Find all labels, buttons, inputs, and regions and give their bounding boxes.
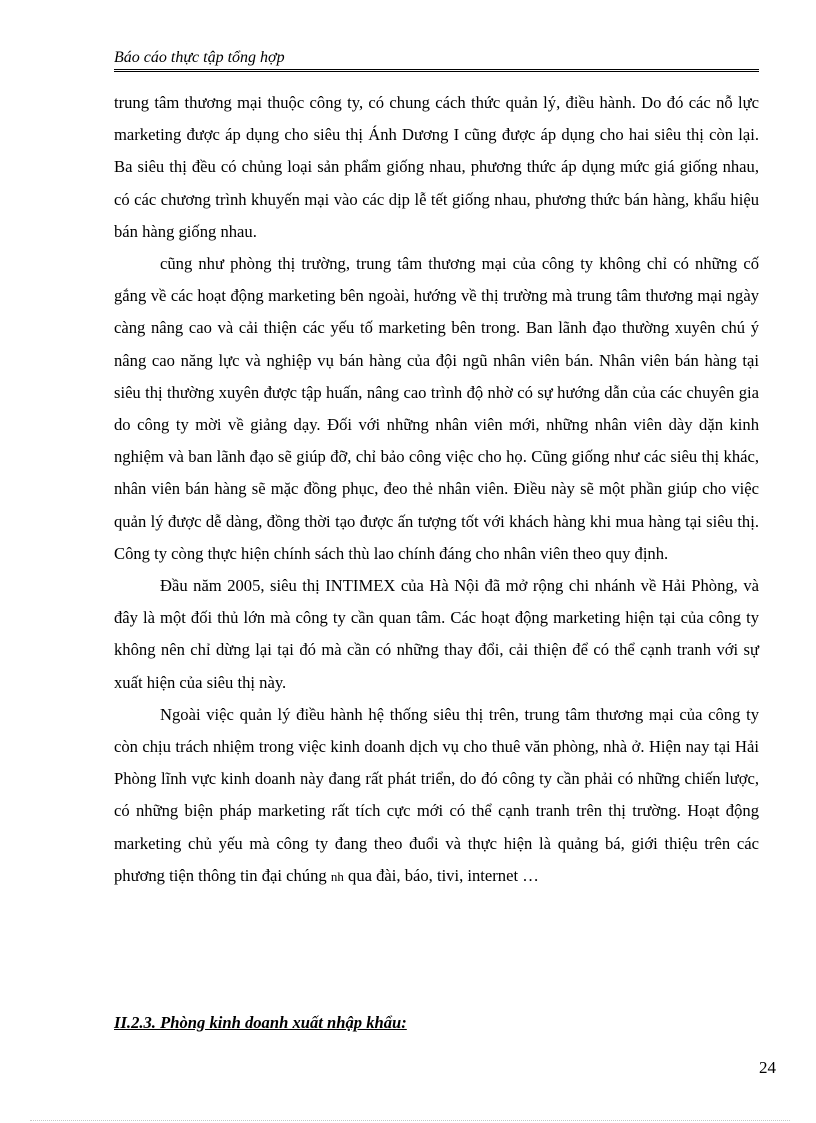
footer-divider	[30, 1120, 790, 1121]
header-title: Báo cáo thực tập tổng hợp	[114, 49, 285, 66]
paragraph-4-text-before: Ngoài việc quản lý điều hành hệ thống siêu thị trên, trung tâm thương mại của công ty còn chịu trách nhiệm trong việc kinh doanh dịch vụ cho thuê văn phòng, nhà ở. Hiện nay tại Hải Phòng lĩnh vực kinh doanh này đang rất phát triển, do đó công ty cần phải có những chiến lược, có những biện pháp marketing rất tích cực mới có thể cạnh tranh trên thị trường. Hoạt động marketing chủ yếu mà công ty đang theo đuổi và thực hiện là quảng bá, giới thiệu trên các phương tiện thông tin đại chúng	[114, 704, 759, 885]
body-text	[114, 87, 759, 893]
paragraph-3: Đầu năm 2005, siêu thị INTIMEX của Hà Nội đã mở rộng chi nhánh về Hải Phòng, và đây là một đối thủ lớn mà công ty cần quan tâm. Các hoạt động marketing hiện tại của công ty không nên chỉ dừng lại tại đó mà cần có những thay đổi, cải thiện để có thể cạnh tranh với sự xuất hiện của siêu thị này.	[114, 576, 759, 692]
paragraph-1: trung tâm thương mại thuộc công ty, có chung cách thức quản lý, điều hành. Do đó các nỗ lực marketing được áp dụng cho siêu thị Ánh Dương I cũng được áp dụng cho hai siêu thị còn lại. Ba siêu thị đều có chủng loại sản phẩm giống nhau, phương thức áp dụng mức giá giống nhau, có các chương trình khuyến mại vào các dịp lễ tết giống nhau, phương thức bán hàng, khẩu hiệu bán hàng giống nhau.	[114, 93, 759, 241]
section-heading: II.2.3. Phòng kinh doanh xuất nhập khẩu:	[114, 1013, 407, 1032]
paragraph-4	[114, 699, 759, 893]
paragraph-4-small-text: nh	[330, 868, 344, 884]
page-number: 24	[759, 1058, 776, 1077]
paragraph-2: cũng như phòng thị trường, trung tâm thương mại của công ty không chỉ có những cố gắng về các hoạt động marketing bên ngoài, hướng về thị trường mà trung tâm thương mại ngày càng nâng cao và cải thiện các yếu tố marketing bên trong. Ban lãnh đạo thường xuyên chú ý nâng cao năng lực và nghiệp vụ bán hàng của đội ngũ nhân viên bán. Nhân viên bán hàng tại siêu thị thường xuyên được tập huấn, nâng cao trình độ nhờ có sự hướng dẫn của các chuyên gia do công ty mời về giảng dạy. Đối với những nhân viên mới, những nhân viên dày dặn kinh nghiệm và ban lãnh đạo sẽ giúp đỡ, chỉ bảo công việc cho họ. Cũng giống như các siêu thị khác, nhân viên bán hàng sẽ mặc đồng phục, đeo thẻ nhân viên. Điều này sẽ một phần giúp cho việc quản lý được dễ dàng, đồng thời tạo được ấn tượng tốt với khách hàng khi mua hàng tại siêu thị. Công ty còng thực hiện chính sách thù lao chính đáng cho nhân viên theo quy định.	[114, 254, 759, 563]
page-header	[114, 48, 759, 72]
paragraph-4-text-after: qua đài, báo, tivi, internet …	[343, 865, 539, 885]
